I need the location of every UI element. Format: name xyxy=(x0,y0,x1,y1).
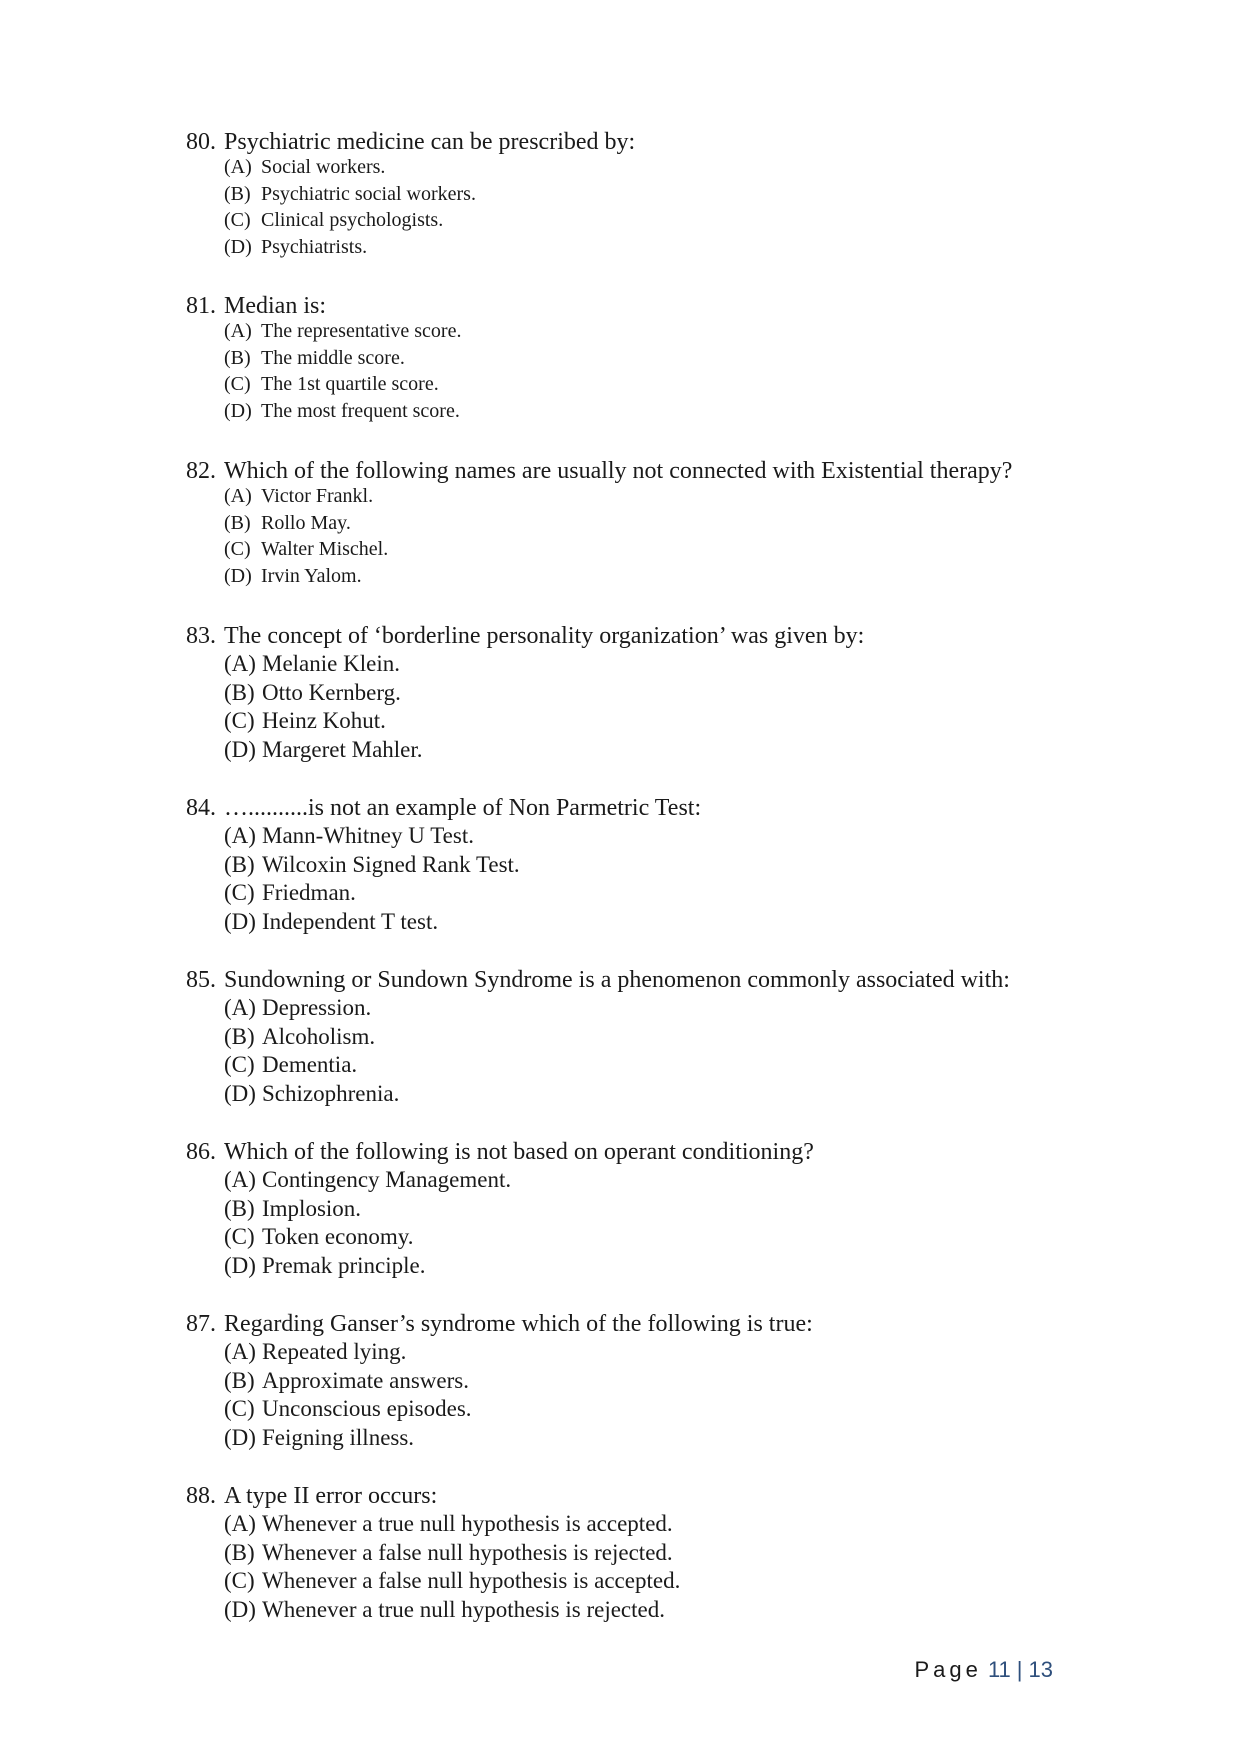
option-b xyxy=(224,679,1086,708)
option-b xyxy=(224,1367,1086,1396)
option-text: Mann-Whitney U Test. xyxy=(262,823,474,848)
option-letter: (C) xyxy=(224,373,251,395)
option-b xyxy=(224,1023,1086,1052)
question-88 xyxy=(186,1482,1086,1625)
option-text: Social workers. xyxy=(261,156,386,178)
question-number: 82. xyxy=(186,458,216,484)
question-83 xyxy=(186,622,1086,765)
option-text: Whenever a true null hypothesis is accepted. xyxy=(262,1511,673,1536)
options-list xyxy=(224,822,1086,937)
option-letter: (D) xyxy=(224,564,252,587)
option-letter: (B) xyxy=(224,1539,255,1565)
option-text: Margeret Mahler. xyxy=(262,737,423,763)
option-c xyxy=(224,207,1086,234)
option-letter: (A) xyxy=(224,651,256,676)
question-text: Which of the following names are usually not connected with Existential therapy? xyxy=(224,458,1013,484)
option-letter: (A) xyxy=(224,485,252,507)
option-d xyxy=(224,563,1086,590)
option-letter: (A) xyxy=(224,995,256,1020)
option-letter: (B) xyxy=(224,851,255,877)
option-d xyxy=(224,1252,1086,1281)
option-letter: (D) xyxy=(224,1253,256,1279)
option-d xyxy=(224,1596,1086,1625)
option-text: Contingency Management. xyxy=(262,1167,512,1192)
option-text: Psychiatrists. xyxy=(261,235,368,258)
option-a xyxy=(224,822,1086,851)
question-stem xyxy=(186,966,1086,994)
question-number: 85. xyxy=(186,967,216,993)
page-separator: | xyxy=(1016,1657,1023,1682)
option-text: Melanie Klein. xyxy=(262,651,400,676)
option-b xyxy=(224,345,1086,372)
option-text: Friedman. xyxy=(262,880,356,906)
total-pages: 13 xyxy=(1028,1657,1053,1682)
option-c xyxy=(224,1395,1086,1424)
option-letter: (C) xyxy=(224,1396,255,1422)
question-stem xyxy=(186,457,1086,485)
option-letter: (B) xyxy=(224,182,251,205)
option-letter: (C) xyxy=(224,1568,255,1594)
option-text: Token economy. xyxy=(262,1224,414,1250)
question-82 xyxy=(186,457,1086,589)
option-b xyxy=(224,181,1086,208)
option-letter: (B) xyxy=(224,511,251,534)
option-a xyxy=(224,650,1086,679)
options-list xyxy=(224,1166,1086,1281)
option-c xyxy=(224,707,1086,736)
option-text: The most frequent score. xyxy=(261,399,460,422)
option-text: Premak principle. xyxy=(262,1253,426,1279)
question-number: 84. xyxy=(186,795,216,821)
question-87 xyxy=(186,1310,1086,1453)
option-letter: (B) xyxy=(224,346,251,369)
option-text: Walter Mischel. xyxy=(261,538,389,560)
option-text: Whenever a false null hypothesis is accepted. xyxy=(262,1568,681,1594)
question-number: 83. xyxy=(186,623,216,649)
option-letter: (D) xyxy=(224,909,256,935)
option-c xyxy=(224,1223,1086,1252)
option-letter: (C) xyxy=(224,538,251,560)
option-letter: (B) xyxy=(224,679,255,705)
option-letter: (C) xyxy=(224,1052,255,1078)
option-letter: (B) xyxy=(224,1023,255,1049)
question-84 xyxy=(186,794,1086,937)
question-stem xyxy=(186,1482,1086,1510)
option-text: Repeated lying. xyxy=(262,1339,407,1364)
option-letter: (C) xyxy=(224,708,255,734)
question-stem xyxy=(186,1310,1086,1338)
options-list xyxy=(224,483,1086,589)
option-letter: (B) xyxy=(224,1367,255,1393)
option-text: Rollo May. xyxy=(261,511,351,534)
option-a xyxy=(224,483,1086,510)
option-text: Implosion. xyxy=(262,1195,362,1221)
option-c xyxy=(224,1567,1086,1596)
option-text: Heinz Kohut. xyxy=(262,708,386,734)
option-text: Schizophrenia. xyxy=(262,1081,400,1107)
option-d xyxy=(224,398,1086,425)
question-stem xyxy=(186,128,1086,156)
question-stem xyxy=(186,794,1086,822)
question-text: Which of the following is not based on operant conditioning? xyxy=(224,1139,814,1165)
question-number: 88. xyxy=(186,1483,216,1509)
question-text: Median is: xyxy=(224,293,326,319)
question-text: Regarding Ganser’s syndrome which of the following is true: xyxy=(224,1311,813,1337)
option-a xyxy=(224,318,1086,345)
question-number: 81. xyxy=(186,293,216,319)
question-number: 80. xyxy=(186,129,216,155)
option-letter: (C) xyxy=(224,1224,255,1250)
option-d xyxy=(224,736,1086,765)
options-list xyxy=(224,650,1086,765)
question-85 xyxy=(186,966,1086,1109)
option-letter: (A) xyxy=(224,1339,256,1364)
option-b xyxy=(224,510,1086,537)
option-text: Irvin Yalom. xyxy=(261,564,362,587)
option-d xyxy=(224,1080,1086,1109)
option-a xyxy=(224,994,1086,1023)
option-c xyxy=(224,879,1086,908)
option-text: The 1st quartile score. xyxy=(261,373,439,395)
question-stem xyxy=(186,292,1086,320)
options-list xyxy=(224,154,1086,260)
option-d xyxy=(224,908,1086,937)
option-text: Clinical psychologists. xyxy=(261,209,444,231)
question-number: 86. xyxy=(186,1139,216,1165)
option-letter: (C) xyxy=(224,209,251,231)
option-letter: (C) xyxy=(224,880,255,906)
option-text: The representative score. xyxy=(261,320,462,342)
option-c xyxy=(224,1051,1086,1080)
page-footer xyxy=(900,1656,1053,1684)
option-d xyxy=(224,234,1086,261)
options-list xyxy=(224,1338,1086,1453)
question-text: A type II error occurs: xyxy=(224,1483,438,1509)
question-number: 87. xyxy=(186,1311,216,1337)
option-b xyxy=(224,1539,1086,1568)
option-letter: (A) xyxy=(224,1167,256,1192)
option-c xyxy=(224,371,1086,398)
option-letter: (A) xyxy=(224,320,252,342)
question-text: …..........is not an example of Non Parmetric Test: xyxy=(224,795,702,821)
option-a xyxy=(224,154,1086,181)
option-text: Victor Frankl. xyxy=(261,485,374,507)
option-text: The middle score. xyxy=(261,346,405,369)
option-text: Unconscious episodes. xyxy=(262,1396,472,1422)
option-text: Whenever a false null hypothesis is rejected. xyxy=(262,1539,673,1565)
question-81 xyxy=(186,292,1086,424)
option-b xyxy=(224,1195,1086,1224)
options-list xyxy=(224,994,1086,1109)
option-letter: (A) xyxy=(224,156,252,178)
option-letter: (B) xyxy=(224,1195,255,1221)
question-stem xyxy=(186,1138,1086,1166)
option-text: Approximate answers. xyxy=(262,1367,469,1393)
question-80 xyxy=(186,128,1086,260)
option-text: Depression. xyxy=(262,995,372,1020)
option-text: Wilcoxin Signed Rank Test. xyxy=(262,851,520,877)
option-letter: (A) xyxy=(224,823,256,848)
option-b xyxy=(224,851,1086,880)
option-letter: (D) xyxy=(224,1597,256,1623)
option-text: Dementia. xyxy=(262,1052,358,1078)
option-text: Independent T test. xyxy=(262,909,439,935)
option-letter: (D) xyxy=(224,399,252,422)
option-letter: (D) xyxy=(224,1425,256,1451)
question-text: The concept of ‘borderline personality organization’ was given by: xyxy=(224,623,865,649)
option-text: Feigning illness. xyxy=(262,1425,415,1451)
question-86 xyxy=(186,1138,1086,1281)
options-list xyxy=(224,1510,1086,1625)
option-text: Psychiatric social workers. xyxy=(261,182,476,205)
option-letter: (D) xyxy=(224,235,252,258)
option-text: Otto Kernberg. xyxy=(262,679,401,705)
options-list xyxy=(224,318,1086,424)
question-text: Psychiatric medicine can be prescribed by: xyxy=(224,129,636,155)
question-stem xyxy=(186,622,1086,650)
question-text: Sundowning or Sundown Syndrome is a phenomenon commonly associated with: xyxy=(224,967,1010,993)
option-c xyxy=(224,536,1086,563)
option-a xyxy=(224,1166,1086,1195)
option-a xyxy=(224,1510,1086,1539)
option-letter: (D) xyxy=(224,737,256,763)
option-letter: (D) xyxy=(224,1081,256,1107)
option-text: Alcoholism. xyxy=(262,1023,376,1049)
current-page-number: 11 xyxy=(987,1657,1011,1682)
page-label: Page xyxy=(914,1657,982,1682)
option-d xyxy=(224,1424,1086,1453)
option-text: Whenever a true null hypothesis is rejected. xyxy=(262,1597,665,1623)
option-a xyxy=(224,1338,1086,1367)
option-letter: (A) xyxy=(224,1511,256,1536)
